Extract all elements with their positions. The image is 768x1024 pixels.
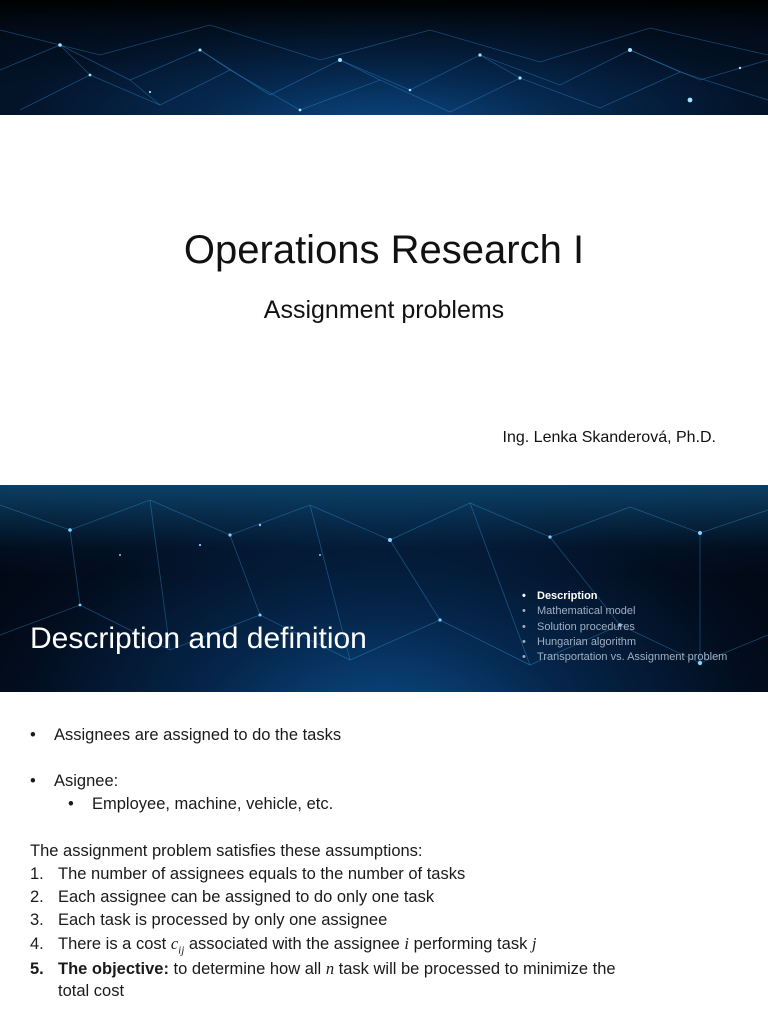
agenda-item-transportation-vs-assignment: • Transportation vs. Assignment problem bbox=[521, 650, 727, 665]
item-number: 3. bbox=[30, 911, 44, 929]
assumption-item-2 bbox=[30, 886, 434, 909]
math-var-i: i bbox=[404, 934, 410, 953]
agenda-item-hungarian-algorithm: • Hungarian algorithm bbox=[521, 635, 727, 650]
agenda-item-solution-procedures: • Solution procedures bbox=[521, 620, 727, 635]
agenda-item-mathematical-model: • Mathematical model bbox=[521, 604, 727, 619]
agenda-list bbox=[521, 589, 727, 665]
section-title: Description and definition bbox=[30, 622, 367, 655]
item-text: to determine how all bbox=[173, 960, 322, 978]
item-number: 2. bbox=[30, 888, 44, 906]
assumption-item-3 bbox=[30, 909, 387, 932]
bullet-text: Assignees are assigned to do the tasks bbox=[54, 726, 342, 744]
math-var-j: j bbox=[531, 934, 537, 953]
item-text: performing task bbox=[413, 935, 528, 953]
item-text: task will be processed to minimize the bbox=[338, 960, 616, 978]
assumption-item-1 bbox=[30, 863, 465, 886]
network-pattern bbox=[0, 0, 768, 115]
item-number: 5. bbox=[30, 960, 44, 978]
author-name: Ing. Lenka Skanderová, Ph.D. bbox=[502, 429, 716, 446]
bullet-assignees bbox=[30, 724, 341, 747]
bullet-dot: • bbox=[30, 772, 36, 790]
sub-bullet-examples bbox=[68, 793, 333, 816]
bullet-asignee bbox=[30, 770, 118, 793]
item-text: associated with the assignee bbox=[188, 935, 400, 953]
bullet-dot: • bbox=[68, 795, 74, 813]
bullet-text: Employee, machine, vehicle, etc. bbox=[92, 795, 334, 813]
objective-label: The objective: bbox=[58, 960, 169, 978]
math-var-n: n bbox=[325, 959, 335, 978]
presentation-title: Operations Research I bbox=[183, 228, 585, 272]
assumption-item-5-continued: total cost bbox=[58, 982, 125, 1000]
assumption-item-5 bbox=[30, 957, 616, 981]
presentation-subtitle: Assignment problems bbox=[263, 296, 505, 324]
bullet-dot: • bbox=[30, 726, 36, 744]
item-number: 4. bbox=[30, 935, 44, 953]
math-var-c: $c_{ij}$ bbox=[170, 934, 185, 957]
item-text: Each task is processed by only one assignee bbox=[58, 911, 388, 929]
item-text: Each assignee can be assigned to do only one task bbox=[58, 888, 435, 906]
item-number: 1. bbox=[30, 865, 44, 883]
assumptions-intro: The assignment problem satisfies these assumptions: bbox=[30, 842, 423, 860]
bullet-text: Asignee: bbox=[54, 772, 119, 790]
item-text: The number of assignees equals to the number of tasks bbox=[58, 865, 466, 883]
agenda-item-description: • Description bbox=[521, 589, 727, 604]
item-text: There is a cost bbox=[58, 935, 167, 953]
top-network-banner bbox=[0, 0, 768, 115]
